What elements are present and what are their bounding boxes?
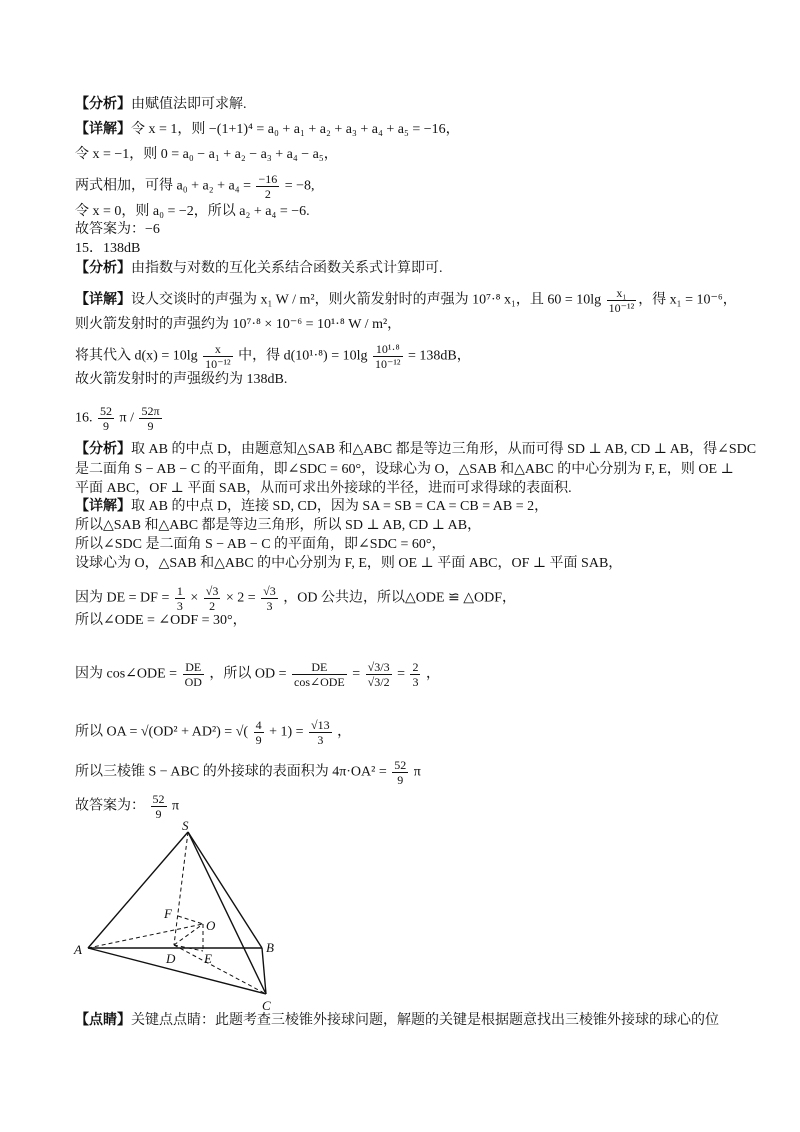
q16-header bbox=[75, 404, 164, 433]
analysis-text: 由指数与对数的互化关系结合函数关系式计算即可. bbox=[131, 261, 443, 276]
fraction: $\frac{-16}{2}$ bbox=[258, 172, 278, 201]
fraction: $\frac{√3}{3}$ bbox=[263, 584, 276, 613]
edge-SB bbox=[188, 832, 262, 948]
detail-text: × 2 = bbox=[225, 590, 256, 606]
label-O: O bbox=[206, 918, 216, 933]
detail-text: 所以∠SDC 是二面角 S − AB − C 的平面角，即∠SDC = 60°， bbox=[75, 537, 446, 552]
analysis-text: 由赋值法即可求解. bbox=[131, 97, 247, 112]
fraction: $\frac{1}{3}$ bbox=[176, 584, 183, 613]
answer-text: π bbox=[172, 798, 180, 814]
detail-text: 将其代入 d(x) = 10lg bbox=[75, 348, 198, 364]
answer-text: 故答案为： bbox=[75, 798, 145, 814]
fraction: $\frac{√3}{2}$ bbox=[205, 584, 219, 613]
q16-detail-8 bbox=[75, 718, 351, 747]
detail-text: ， bbox=[425, 666, 440, 682]
fraction: $\frac{x}{\text{10⁻¹²}}$ bbox=[205, 342, 231, 371]
fraction: $\frac{52\pi}{9}$ bbox=[141, 404, 160, 433]
detail-text: 两式相加，可得 a₀ + a₂ + a₄ = bbox=[75, 178, 251, 194]
detail-text: + 1) = bbox=[269, 724, 304, 740]
question-number: 16. bbox=[75, 410, 93, 426]
analysis-text: 平面 ABC，OF ⊥ 平面 SAB，从而可求出外接球的半径，进而可求得球的表面积. bbox=[75, 481, 572, 496]
fraction: $\frac{√3/3}{√3/2}$ bbox=[367, 660, 390, 689]
edge-AC bbox=[88, 948, 266, 994]
detail-line-2 bbox=[75, 146, 338, 164]
q15-detail-2 bbox=[75, 316, 401, 334]
pyramid-diagram bbox=[70, 818, 290, 1018]
detail-text: 中，得 d(10¹·⁸) = 10lg bbox=[238, 348, 368, 364]
q16-detail-4 bbox=[75, 555, 622, 573]
edge-SC bbox=[188, 832, 266, 994]
detail-text: 所以 OA = √(OD² + AD²) = √( bbox=[75, 724, 249, 740]
label-D: D bbox=[166, 951, 176, 966]
fraction: $\frac{2}{3}$ bbox=[412, 660, 419, 689]
detail-text: 设球心为 O，△SAB 和△ABC 的中心分别为 F, E，则 OE ⊥ 平面 ABC，OF ⊥ 平面 SAB， bbox=[75, 556, 623, 571]
label-S: S bbox=[182, 818, 189, 833]
line-FO bbox=[178, 916, 203, 924]
label-B: B bbox=[266, 940, 274, 955]
detail-text: × bbox=[190, 590, 199, 606]
q16-detail-2 bbox=[75, 517, 481, 535]
analysis-tag: 【分析】 bbox=[75, 97, 131, 112]
q15-header bbox=[75, 240, 140, 258]
fraction: $\frac{\text{x₁}}{\text{10⁻¹²}}$ bbox=[608, 286, 635, 315]
detail-text: π bbox=[413, 764, 421, 780]
detail-text: 因为 DE = DF = bbox=[75, 590, 170, 606]
analysis-tag: 【分析】 bbox=[75, 442, 131, 457]
detail-text: 令 x = −1，则 0 = a₀ − a₁ + a₂ − a₃ + a₄ − a₅， bbox=[75, 147, 338, 162]
answer-text: π / bbox=[119, 410, 134, 426]
q16-answer bbox=[75, 792, 179, 821]
detail-text: 故火箭发射时的声强级约为 138dB. bbox=[75, 372, 288, 387]
detail-text: 所以△SAB 和△ABC 都是等边三角形，所以 SD ⊥ AB, CD ⊥ AB， bbox=[75, 518, 482, 533]
detail-line-4 bbox=[75, 203, 310, 221]
answer-line bbox=[75, 221, 160, 239]
fraction: $\frac{DE}{OD}$ bbox=[184, 660, 202, 689]
q16-detail-5 bbox=[75, 584, 516, 613]
q16-analysis-2 bbox=[75, 461, 734, 479]
comment-text: 关键点点睛：此题考查三棱锥外接球问题，解题的关键是根据题意找出三棱锥外接球的球心的位 bbox=[131, 1013, 719, 1028]
fraction: $\frac{52}{9}$ bbox=[152, 792, 165, 821]
q15-detail-3 bbox=[75, 342, 471, 371]
detail-text: = bbox=[352, 666, 361, 682]
detail-text: 则火箭发射时的声强约为 10⁷·⁸ × 10⁻⁶ = 10¹·⁸ W / m²， bbox=[75, 317, 402, 332]
detail-text: 令 x = 0，则 a₀ = −2，所以 a₂ + a₄ = −6. bbox=[75, 204, 310, 219]
detail-tag: 【详解】 bbox=[75, 122, 131, 137]
label-F: F bbox=[164, 906, 172, 921]
detail-text: = bbox=[397, 666, 405, 682]
detail-text: 取 AB 的中点 D，连接 SD, CD，因为 SA = SB = CA = CB = AB = 2， bbox=[131, 499, 549, 514]
q16-analysis-1 bbox=[75, 441, 756, 459]
q15-analysis bbox=[75, 260, 443, 278]
q16-analysis-3 bbox=[75, 480, 572, 498]
q16-detail-3 bbox=[75, 536, 446, 554]
detail-text: ，OD 公共边，所以△ODE ≌ △ODF， bbox=[283, 590, 517, 606]
detail-text: = −8, bbox=[284, 178, 315, 194]
fraction: $\frac{DE}{\text{cos∠ODE}}$ bbox=[294, 660, 345, 689]
q16-detail-6 bbox=[75, 612, 247, 630]
fraction: $\frac{52}{9}$ bbox=[394, 758, 407, 787]
detail-line-1 bbox=[75, 121, 460, 139]
analysis-tag: 【分析】 bbox=[75, 261, 131, 276]
detail-text: = 138dB， bbox=[408, 348, 471, 364]
label-C: C bbox=[262, 998, 271, 1013]
q15-detail-1 bbox=[75, 286, 737, 315]
fraction: $\frac{4}{9}$ bbox=[255, 718, 262, 747]
detail-text: 因为 cos∠ODE = bbox=[75, 666, 178, 682]
detail-text: ，得 x₁ = 10⁻⁶， bbox=[638, 292, 737, 308]
answer-text: 故答案为：−6 bbox=[75, 222, 160, 237]
comment-tag: 【点睛】 bbox=[75, 1013, 131, 1028]
detail-text: 所以∠ODE = ∠ODF = 30°， bbox=[75, 613, 247, 628]
detail-tag: 【详解】 bbox=[75, 499, 131, 514]
line-DC bbox=[174, 945, 266, 994]
analysis-text: 是二面角 S − AB − C 的平面角，即∠SDC = 60°，设球心为 O，△SAB 和△ABC 的中心分别为 F, E，则 OE ⊥ bbox=[75, 462, 734, 477]
detail-text: ，所以 OD = bbox=[209, 666, 287, 682]
fraction: $\frac{52}{9}$ bbox=[100, 404, 112, 433]
label-E: E bbox=[204, 951, 212, 966]
detail-text: ， bbox=[337, 724, 352, 740]
line-DO bbox=[174, 924, 203, 945]
question-number: 15．138dB bbox=[75, 241, 141, 256]
fraction: $\frac{\text{10¹·⁸}}{\text{10⁻¹²}}$ bbox=[375, 342, 401, 371]
q16-detail-7 bbox=[75, 660, 440, 689]
comment-line bbox=[75, 1012, 719, 1030]
analysis-text: 取 AB 的中点 D，由题意知△SAB 和△ABC 都是等边三角形，从而可得 SD ⊥ AB, CD ⊥ AB，得∠SDC bbox=[131, 442, 757, 457]
q15-detail-4 bbox=[75, 371, 287, 389]
detail-text: 所以三棱锥 S − ABC 的外接球的表面积为 4π·OA² = bbox=[75, 764, 387, 780]
detail-tag: 【详解】 bbox=[75, 292, 131, 308]
fraction: $\frac{√13}{3}$ bbox=[311, 718, 330, 747]
detail-line-3 bbox=[75, 172, 315, 201]
analysis-line bbox=[75, 96, 247, 114]
label-A: A bbox=[74, 942, 82, 957]
q16-detail-1 bbox=[75, 498, 548, 516]
q16-detail-9 bbox=[75, 758, 421, 787]
detail-text: 设人交谈时的声强为 x₁ W / m²，则火箭发射时的声强为 10⁷·⁸ x₁，且 60 = 10lg bbox=[131, 292, 602, 308]
detail-text: 令 x = 1，则 −(1+1)⁴ = a₀ + a₁ + a₂ + a₃ + a₄ + a₅ = −16， bbox=[131, 122, 460, 137]
